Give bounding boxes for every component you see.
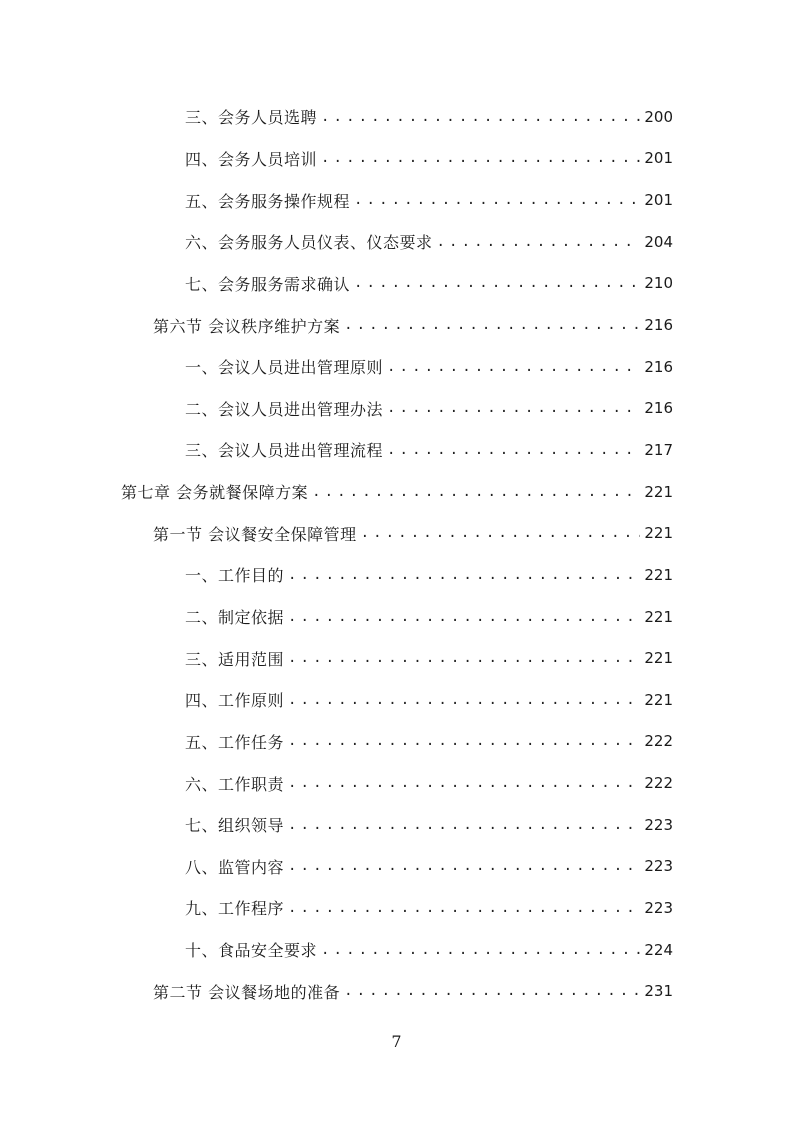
toc-entry-page: 216 [644,399,673,418]
toc-leader-dots [387,359,640,375]
toc-entry-page: 221 [644,524,673,543]
toc-leader-dots [387,400,640,416]
toc-entry-page: 221 [644,565,673,584]
toc-leader-dots [321,150,640,166]
toc-entry-title: 第一节 会议餐安全保障管理 [153,524,357,544]
toc-entry-page: 221 [644,649,673,668]
toc-entry-page: 221 [644,607,673,626]
toc-entry-title: 三、会议人员进出管理流程 [185,441,384,461]
toc-entry-section[interactable] [0,304,793,346]
toc-leader-dots [288,775,640,791]
toc-leader-dots [354,192,640,208]
toc-entry-title: 八、监管内容 [185,857,285,877]
toc-leader-dots [288,692,640,708]
table-of-contents [0,96,793,1012]
toc-entry-title: 五、工作任务 [185,732,285,752]
toc-entry-page: 223 [644,815,673,834]
toc-entry-title: 五、会务服务操作规程 [185,191,351,211]
toc-entry-page: 210 [644,274,673,293]
toc-entry[interactable] [0,596,793,638]
toc-entry-page: 222 [644,774,673,793]
toc-entry[interactable] [0,846,793,888]
toc-entry[interactable] [0,762,793,804]
toc-entry-section[interactable] [0,970,793,1012]
toc-entry-title: 第二节 会议餐场地的准备 [153,982,341,1002]
toc-entry[interactable] [0,637,793,679]
toc-entry[interactable] [0,346,793,388]
toc-entry-page: 224 [644,940,673,959]
toc-entry-page: 223 [644,857,673,876]
toc-leader-dots [288,650,640,666]
toc-entry-page: 222 [644,732,673,751]
toc-entry-section[interactable] [0,512,793,554]
toc-entry-page: 231 [644,982,673,1001]
toc-leader-dots [288,817,640,833]
toc-leader-dots [344,983,640,999]
toc-entry[interactable] [0,221,793,263]
toc-entry-title: 三、适用范围 [185,649,285,669]
toc-entry-title: 第六节 会议秩序维护方案 [153,316,341,336]
toc-entry[interactable] [0,429,793,471]
toc-entry-title: 七、组织领导 [185,816,285,836]
toc-entry[interactable] [0,679,793,721]
toc-entry[interactable] [0,138,793,180]
toc-entry-title: 六、工作职责 [185,774,285,794]
page-number: 7 [391,1032,402,1051]
toc-leader-dots [354,275,640,291]
toc-entry-title: 一、工作目的 [185,566,285,586]
toc-entry-page: 223 [644,898,673,917]
toc-leader-dots [387,442,640,458]
toc-leader-dots [288,567,640,583]
toc-entry[interactable] [0,929,793,971]
toc-entry-page: 204 [644,232,673,251]
toc-leader-dots [288,858,640,874]
toc-entry[interactable] [0,804,793,846]
toc-leader-dots [288,733,640,749]
toc-leader-dots [321,109,640,125]
toc-entry-page: 201 [644,149,673,168]
toc-leader-dots [312,484,640,500]
toc-entry-title: 一、会议人员进出管理原则 [185,358,384,378]
toc-entry-page: 221 [644,690,673,709]
toc-entry-title: 二、会议人员进出管理办法 [185,399,384,419]
toc-entry-title: 第七章 会务就餐保障方案 [121,483,309,503]
toc-entry[interactable] [0,387,793,429]
toc-entry-page: 201 [644,191,673,210]
toc-leader-dots [288,900,640,916]
toc-entry-title: 九、工作程序 [185,899,285,919]
toc-entry-page: 200 [644,107,673,126]
toc-entry-title: 四、会务人员培训 [185,149,318,169]
toc-entry-title: 七、会务服务需求确认 [185,274,351,294]
toc-entry[interactable] [0,179,793,221]
toc-entry-title: 十、食品安全要求 [185,941,318,961]
toc-entry-page: 216 [644,357,673,376]
toc-leader-dots [344,317,640,333]
toc-entry-title: 六、会务服务人员仪表、仪态要求 [185,233,433,253]
toc-leader-dots [321,942,640,958]
toc-entry[interactable] [0,263,793,305]
toc-leader-dots [288,609,640,625]
toc-leader-dots [437,234,641,250]
toc-leader-dots [361,525,641,541]
toc-entry-page: 216 [644,316,673,335]
toc-entry-page: 217 [644,440,673,459]
toc-entry[interactable] [0,96,793,138]
toc-entry-page: 221 [644,482,673,501]
toc-entry[interactable] [0,554,793,596]
toc-entry[interactable] [0,887,793,929]
toc-entry-title: 四、工作原则 [185,691,285,711]
toc-entry[interactable] [0,721,793,763]
toc-entry-chapter[interactable] [0,471,793,513]
toc-entry-title: 三、会务人员选聘 [185,108,318,128]
toc-entry-title: 二、制定依据 [185,608,285,627]
